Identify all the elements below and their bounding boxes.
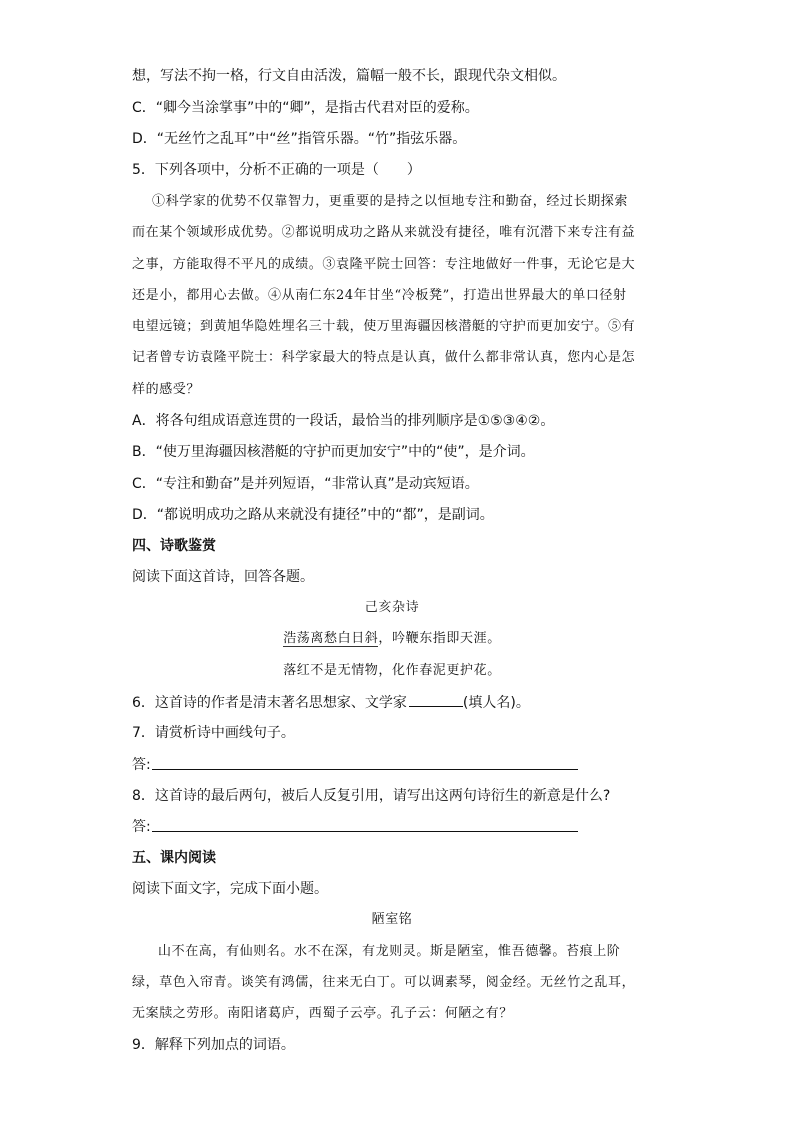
essay-title: 陋室铭: [371, 912, 413, 927]
question-6: [132, 692, 530, 713]
essay-line-2: 绿，草色入帘青。谈笑有鸿儒，往来无白丁。可以调素琴，阅金经。无丝竹之乱耳，: [132, 975, 636, 990]
poem-title: 己亥杂诗: [364, 600, 420, 615]
answer-line-7[interactable]: [152, 769, 578, 770]
question-6-suffix: (填人名)。: [462, 695, 530, 711]
answer-line-8[interactable]: [152, 831, 578, 832]
poetry-instruction: 阅读下面这首诗，回答各题。: [132, 569, 314, 585]
answer-label-8: 答:: [132, 819, 151, 835]
question-6-text: 6．这首诗的作者是清末著名思想家、文学家: [132, 695, 407, 711]
passage-line-4: 还是小，都用心去做。④从南仁东24年甘坐“冷板凳”，打造出世界最大的单口径射: [132, 288, 627, 303]
answer-label-7: 答:: [132, 757, 151, 773]
option-c-q5: C．“专注和勤奋”是并列短语，“非常认真”是动宾短语。: [132, 476, 479, 492]
option-d-q5: D．“都说明成功之路从来就没有捷径”中的“都”，是副词。: [132, 507, 494, 523]
passage-line-3: 之事，方能取得不平凡的成绩。③袁隆平院士回答：专注地做好一件事，无论它是大: [132, 257, 636, 272]
reading-instruction: 阅读下面文字，完成下面小题。: [132, 881, 328, 897]
question-8: 8．这首诗的最后两句，被后人反复引用，请写出这两句诗衍生的新意是什么?: [132, 788, 611, 804]
passage-line-5: 电望远镜；到黄旭华隐姓埋名三十载，使万里海疆因核潜艇的守护而更加安宁。⑤有: [132, 319, 636, 334]
option-c-q4: C．“卿今当涂掌事”中的“卿”，是指古代君对臣的爱称。: [132, 100, 479, 116]
section-heading-reading: 五、课内阅读: [132, 850, 216, 866]
option-a-q5: A．将各句组成语意连贯的一段话，最恰当的排列顺序是①⑤③④②。: [132, 413, 555, 429]
passage-line-1: ①科学家的优势不仅靠智力，更重要的是持之以恒地专注和勤奋，经过长期探索: [152, 194, 629, 209]
poem-line-1: [132, 629, 652, 649]
question-7: 7．请赏析诗中画线句子。: [132, 725, 295, 741]
text-line-intro-end: 想，写法不拘一格，行文自由活泼，篇幅一般不长，跟现代杂文相似。: [132, 68, 566, 84]
essay-line-3: 无案牍之劳形。南阳诸葛庐，西蜀子云亭。孔子云：何陋之有？: [132, 1006, 513, 1021]
poem-underlined-phrase: 浩荡离愁白日斜: [283, 631, 379, 646]
question-5: 5．下列各项中，分析不正确的一项是（ ）: [132, 162, 421, 178]
passage-line-6: 记者曾专访袁隆平院士：科学家最大的特点是认真，做什么都非常认真，您内心是怎: [132, 350, 636, 365]
passage-line-7: 样的感受？: [132, 382, 201, 397]
poem-line-1-rest: ，吟鞭东指即天涯。: [378, 631, 501, 646]
fill-blank-author[interactable]: [409, 692, 463, 707]
question-9: 9．解释下列加点的词语。: [132, 1037, 295, 1053]
option-d-q4: D．“无丝竹之乱耳”中“丝”指管乐器。“竹”指弦乐器。: [132, 131, 467, 147]
poem-line-2: 落红不是无情物，化作春泥更护花。: [283, 663, 501, 678]
section-heading-poetry: 四、诗歌鉴赏: [132, 538, 216, 554]
option-b-q5: B．“使万里海疆因核潜艇的守护而更加安宁”中的“使”，是介词。: [132, 444, 535, 460]
essay-line-1: 山不在高，有仙则名。水不在深，有龙则灵。斯是陋室，惟吾德馨。苔痕上阶: [158, 944, 621, 959]
passage-line-2: 而在某个领域形成优势。②都说明成功之路从来就没有捷径，唯有沉潜下来专注有益: [132, 225, 636, 240]
